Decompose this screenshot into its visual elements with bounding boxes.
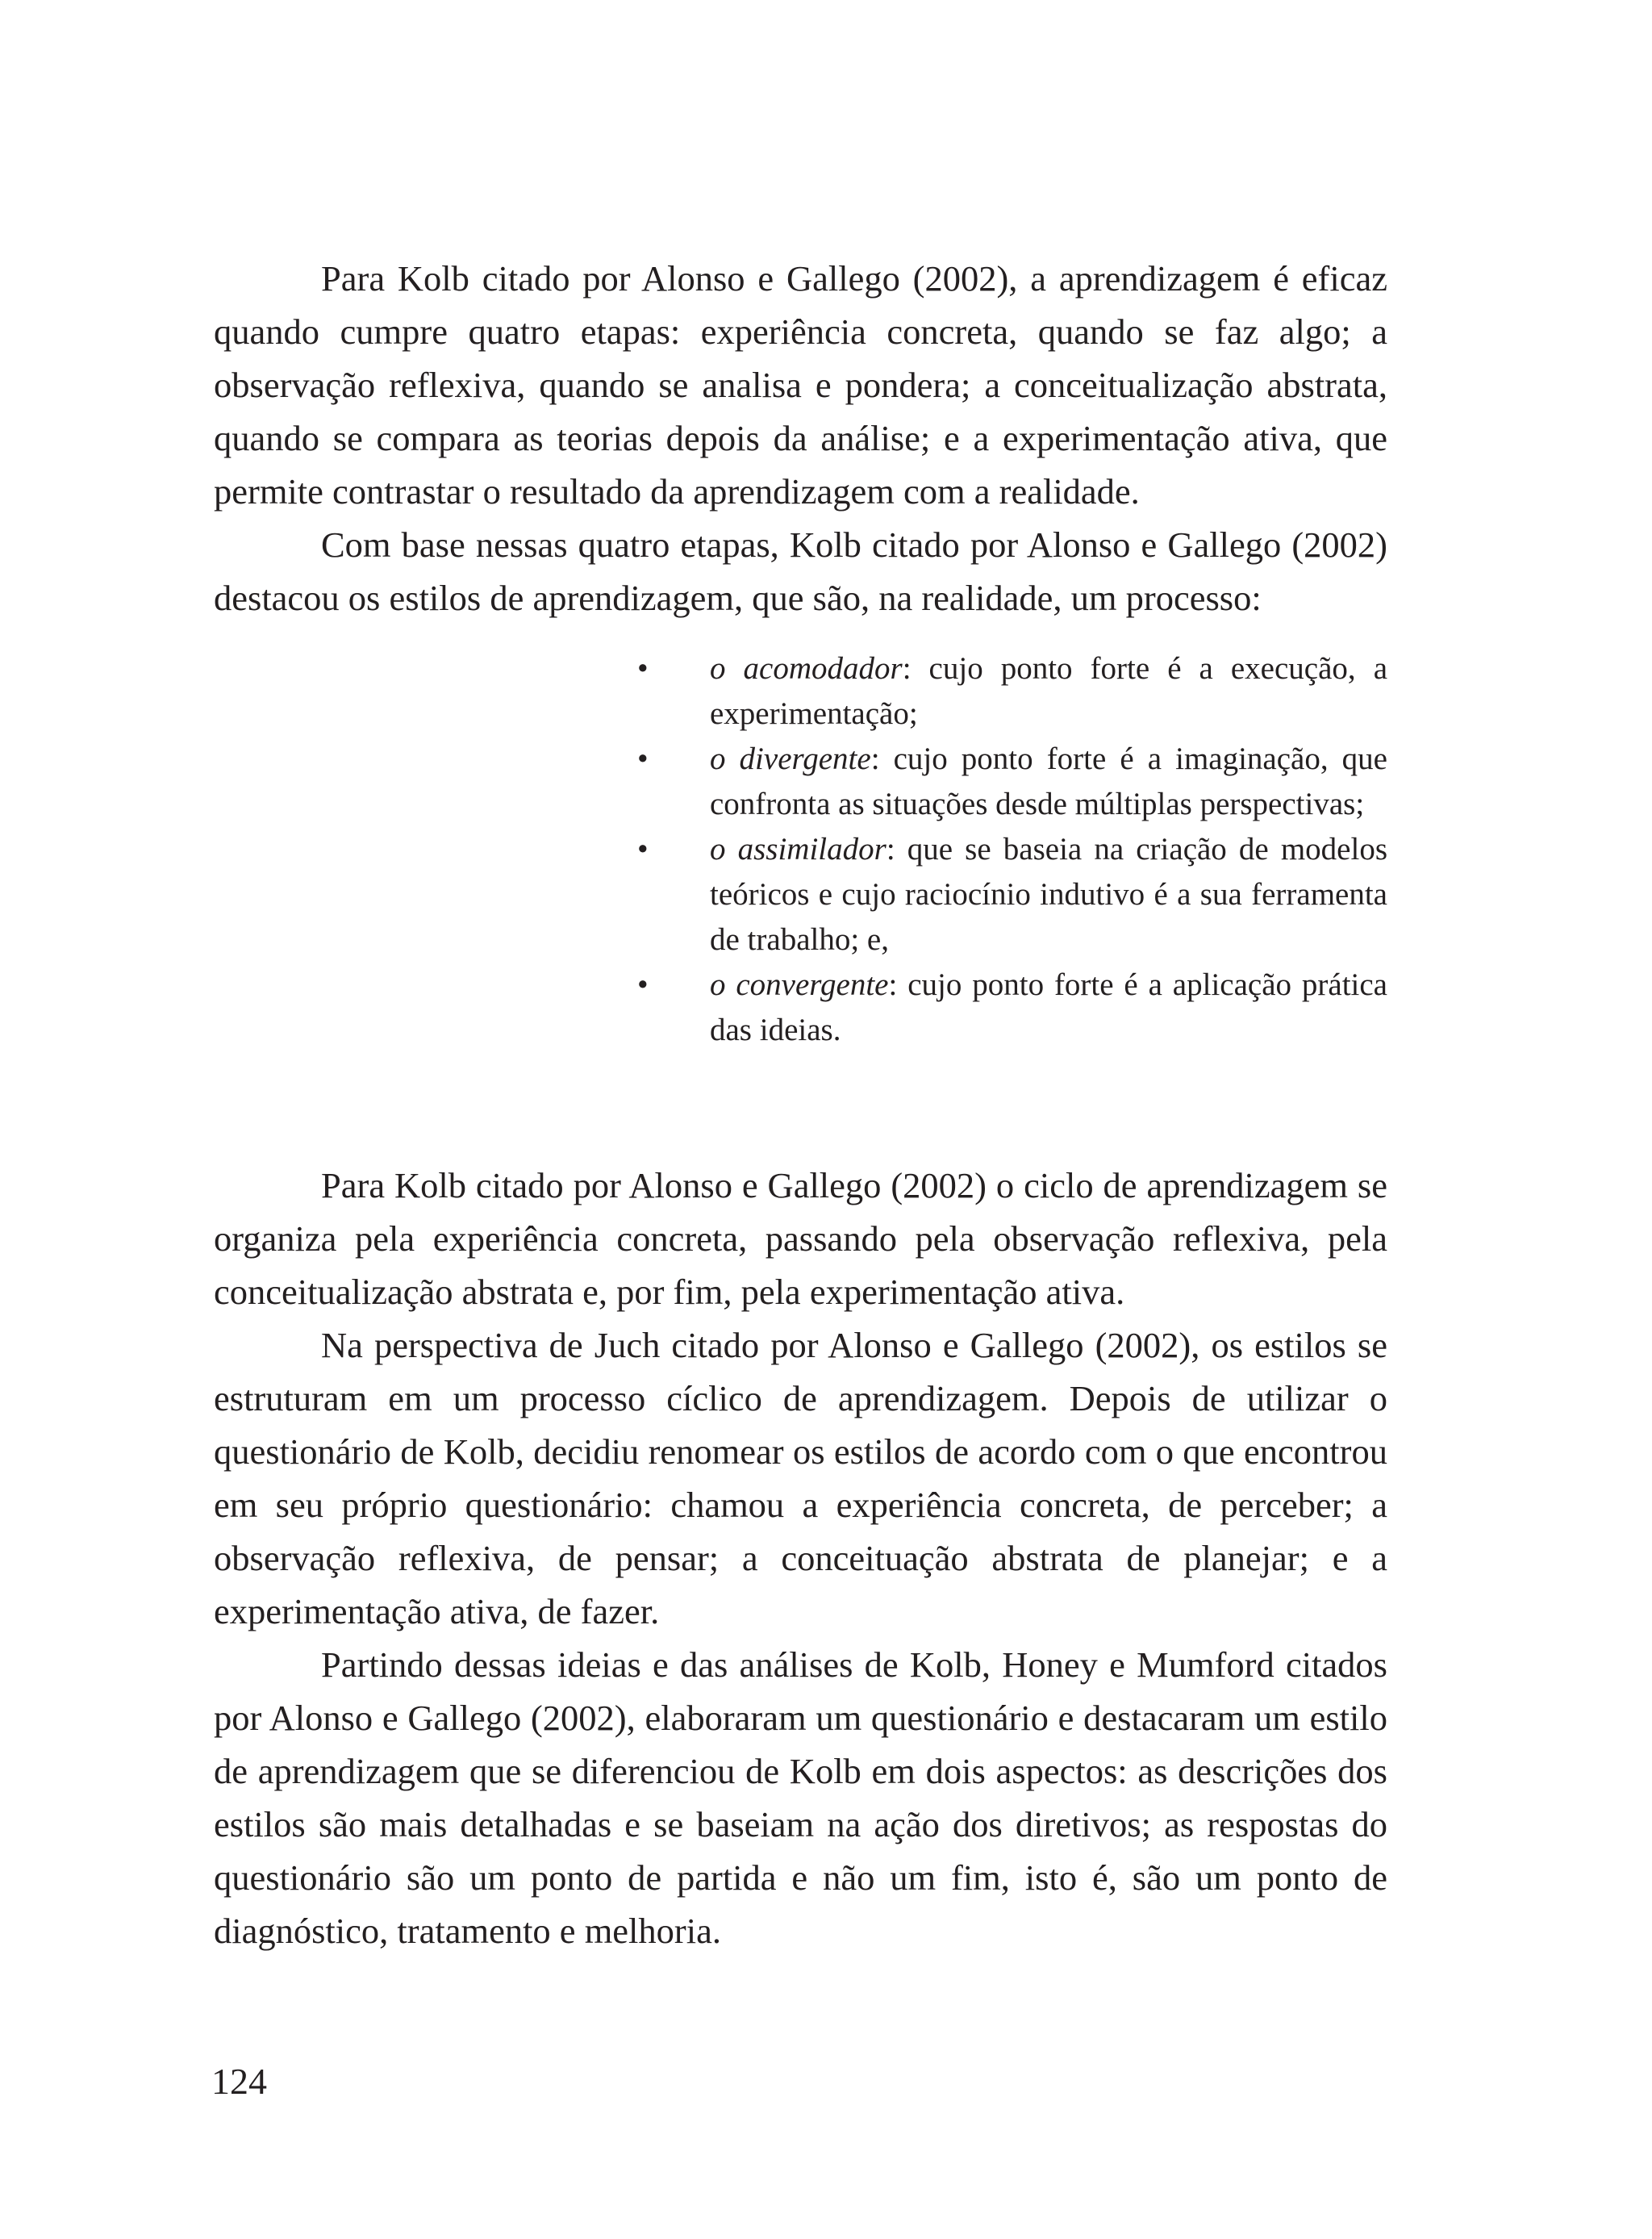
list-item-divergente	[637, 737, 1387, 827]
bullet-icon: •	[637, 741, 649, 776]
list-item-convergente	[637, 963, 1387, 1053]
paragraph-kolb-cycle: Para Kolb citado por Alonso e Gallego (2002) o ciclo de aprendizagem se organiza pela experiência concreta, passando pela observação reflexiva, pela conceitualização abstrata e, por fim, pela experimentação ativa.	[214, 1165, 1387, 1312]
learning-styles-list	[637, 646, 1387, 1053]
paragraph-juch-perspective: Na perspectiva de Juch citado por Alonso e Gallego (2002), os estilos se estruturam em um processo cíclico de aprendizagem. Depois de utilizar o questionário de Kolb, decidiu renomear os estilos de acordo com o que encontrou em seu próprio questionário: chamou a experiência concreta, de perceber; a observação reflexiva, de pensar; a conceituação abstrata de planejar; e a experimentação ativa, de fazer.	[214, 1325, 1387, 1631]
style-description: : cujo ponto forte é a execução, a experimentação;	[710, 651, 1388, 731]
bottom-paragraphs	[214, 1159, 1387, 1957]
bullet-icon: •	[637, 651, 649, 686]
list-item-assimilador	[637, 827, 1387, 963]
style-description: : que se baseia na criação de modelos teóricos e cujo raciocínio indutivo é a sua ferramenta de trabalho; e,	[710, 832, 1387, 957]
style-term: o acomodador	[710, 651, 903, 686]
style-term: o assimilador	[710, 832, 886, 867]
paragraph-kolb-four-stages: Para Kolb citado por Alonso e Gallego (2002), a aprendizagem é eficaz quando cumpre quatro etapas: experiência concreta, quando se faz algo; a observação reflexiva, quando se analisa e pondera; a conceitualização abstrata, quando se compara as teorias depois da análise; e a experimentação ativa, que permite contrastar o resultado da aprendizagem com a realidade.	[214, 258, 1387, 512]
style-description: : cujo ponto forte é a imaginação, que confronta as situações desde múltiplas perspectivas;	[710, 741, 1387, 821]
page-number: 124	[211, 2061, 267, 2102]
paragraph-honey-mumford: Partindo dessas ideias e das análises de Kolb, Honey e Mumford citados por Alonso e Gallego (2002), elaboraram um questionário e destacaram um estilo de aprendizagem que se diferenciou de Kolb em dois aspectos: as descrições dos estilos são mais detalhadas e se baseiam na ação dos diretivos; as respostas do questionário são um ponto de partida e não um fim, isto é, são um ponto de diagnóstico, tratamento e melhoria.	[214, 1644, 1387, 1951]
bullet-icon: •	[637, 967, 649, 1002]
style-term: o convergente	[710, 967, 889, 1002]
top-paragraphs	[214, 252, 1387, 624]
bullet-icon: •	[637, 832, 649, 867]
paragraph-kolb-styles-intro: Com base nessas quatro etapas, Kolb citado por Alonso e Gallego (2002) destacou os estilos de aprendizagem, que são, na realidade, um processo:	[214, 524, 1387, 618]
style-term: o divergente	[710, 741, 871, 776]
list-item-acomodador	[637, 646, 1387, 737]
style-description: : cujo ponto forte é a aplicação prática das ideias.	[710, 967, 1387, 1047]
